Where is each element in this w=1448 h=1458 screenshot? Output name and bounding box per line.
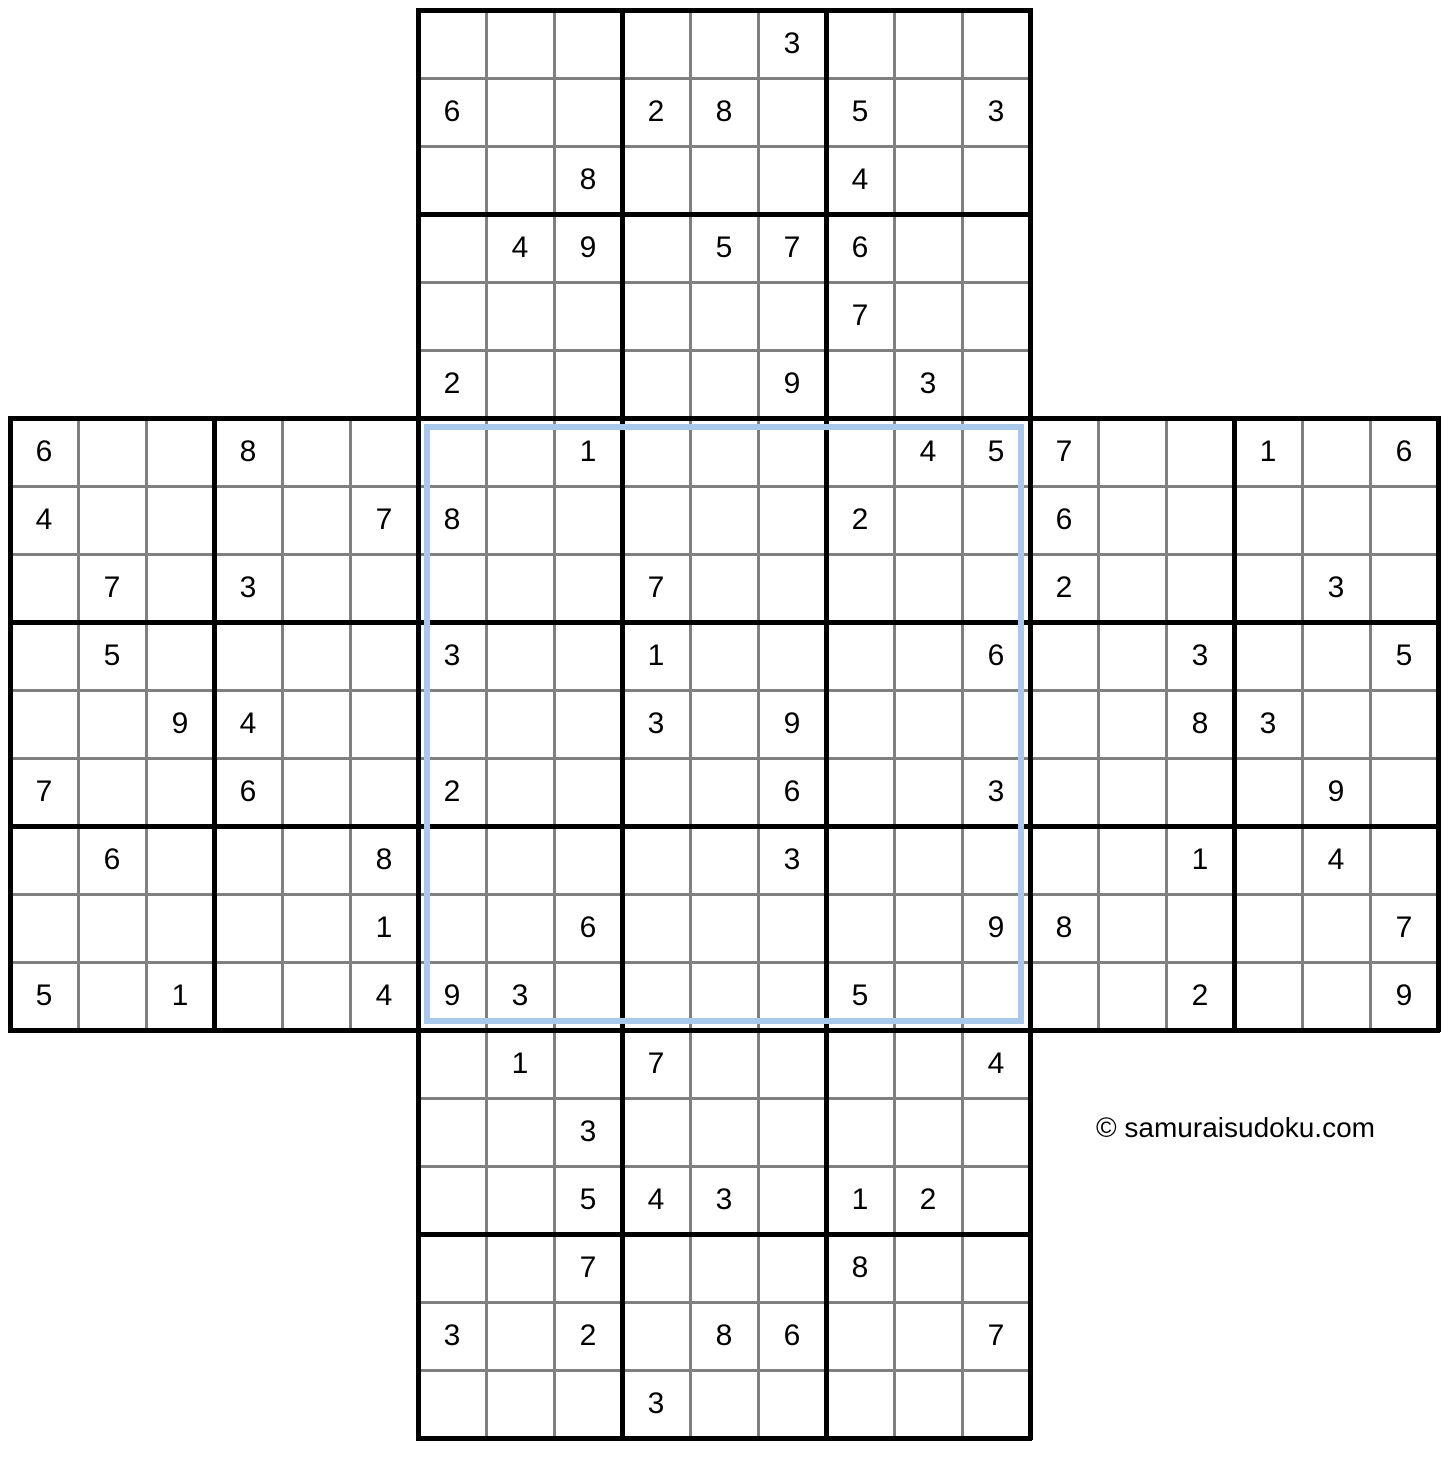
cell-r9c15[interactable] <box>1030 622 1098 690</box>
cell-r8c16[interactable] <box>1098 554 1166 622</box>
cell-r11c9[interactable] <box>622 758 690 826</box>
cell-r12c17[interactable]: 1 <box>1191 843 1209 876</box>
cell-r15c8[interactable] <box>554 1030 622 1098</box>
cell-r12c6[interactable] <box>418 826 486 894</box>
cell-r8c19[interactable]: 3 <box>1327 571 1345 604</box>
cell-r5c12[interactable] <box>826 350 894 418</box>
cell-r9c14[interactable]: 6 <box>987 639 1005 672</box>
cell-r1c9[interactable]: 2 <box>647 95 665 128</box>
cell-r3c14[interactable] <box>962 214 1030 282</box>
cell-r4c7[interactable] <box>486 282 554 350</box>
cell-r15c10[interactable] <box>690 1030 758 1098</box>
cell-r6c6[interactable] <box>418 418 486 486</box>
cell-r19c13[interactable] <box>894 1302 962 1370</box>
cell-r0c14[interactable] <box>962 10 1030 78</box>
cell-r8c15[interactable]: 2 <box>1055 571 1073 604</box>
cell-r8c5[interactable] <box>350 554 418 622</box>
cell-r11c14[interactable]: 3 <box>987 775 1005 808</box>
cell-r13c7[interactable] <box>486 894 554 962</box>
cell-r12c13[interactable] <box>894 826 962 894</box>
cell-r7c10[interactable] <box>690 486 758 554</box>
cell-r1c12[interactable]: 5 <box>851 95 869 128</box>
cell-r8c20[interactable] <box>1370 554 1438 622</box>
cell-r5c6[interactable]: 2 <box>443 367 461 400</box>
cell-r2c12[interactable]: 4 <box>851 163 869 196</box>
cell-r9c8[interactable] <box>554 622 622 690</box>
cell-r16c13[interactable] <box>894 1098 962 1166</box>
cell-r6c2[interactable] <box>146 418 214 486</box>
cell-r11c1[interactable] <box>78 758 146 826</box>
cell-r8c11[interactable] <box>758 554 826 622</box>
cell-r7c0[interactable]: 4 <box>35 503 53 536</box>
cell-r4c11[interactable] <box>758 282 826 350</box>
cell-r3c7[interactable]: 4 <box>511 231 529 264</box>
cell-r9c1[interactable]: 5 <box>103 639 121 672</box>
cell-r11c8[interactable] <box>554 758 622 826</box>
cell-r9c2[interactable] <box>146 622 214 690</box>
cell-r16c12[interactable] <box>826 1098 894 1166</box>
cell-r7c3[interactable] <box>214 486 282 554</box>
cell-r14c10[interactable] <box>690 962 758 1030</box>
cell-r6c11[interactable] <box>758 418 826 486</box>
cell-r1c13[interactable] <box>894 78 962 146</box>
cell-r17c9[interactable]: 4 <box>647 1183 665 1216</box>
cell-r10c17[interactable]: 8 <box>1191 707 1209 740</box>
cell-r14c17[interactable]: 2 <box>1191 979 1209 1012</box>
cell-r8c6[interactable] <box>418 554 486 622</box>
cell-r8c2[interactable] <box>146 554 214 622</box>
cell-r8c9[interactable]: 7 <box>647 571 665 604</box>
cell-r7c16[interactable] <box>1098 486 1166 554</box>
cell-r13c17[interactable] <box>1166 894 1234 962</box>
cell-r6c20[interactable]: 6 <box>1395 435 1413 468</box>
cell-r11c7[interactable] <box>486 758 554 826</box>
cell-r10c10[interactable] <box>690 690 758 758</box>
cell-r17c11[interactable] <box>758 1166 826 1234</box>
cell-r14c4[interactable] <box>282 962 350 1030</box>
cell-r19c6[interactable]: 3 <box>443 1319 461 1352</box>
cell-r3c9[interactable] <box>622 214 690 282</box>
cell-r12c20[interactable] <box>1370 826 1438 894</box>
cell-r14c12[interactable]: 5 <box>851 979 869 1012</box>
cell-r6c16[interactable] <box>1098 418 1166 486</box>
cell-r9c17[interactable]: 3 <box>1191 639 1209 672</box>
cell-r11c0[interactable]: 7 <box>35 775 53 808</box>
cell-r17c14[interactable] <box>962 1166 1030 1234</box>
cell-r15c14[interactable]: 4 <box>987 1047 1005 1080</box>
cell-r19c10[interactable]: 8 <box>715 1319 733 1352</box>
cell-r0c10[interactable] <box>690 10 758 78</box>
cell-r0c9[interactable] <box>622 10 690 78</box>
cell-r20c9[interactable]: 3 <box>647 1387 665 1420</box>
cell-r9c11[interactable] <box>758 622 826 690</box>
cell-r9c3[interactable] <box>214 622 282 690</box>
cell-r16c9[interactable] <box>622 1098 690 1166</box>
cell-r14c3[interactable] <box>214 962 282 1030</box>
cell-r13c13[interactable] <box>894 894 962 962</box>
cell-r20c6[interactable] <box>418 1370 486 1438</box>
cell-r19c7[interactable] <box>486 1302 554 1370</box>
cell-r10c1[interactable] <box>78 690 146 758</box>
cell-r14c6[interactable]: 9 <box>443 979 461 1012</box>
cell-r18c9[interactable] <box>622 1234 690 1302</box>
cell-r2c11[interactable] <box>758 146 826 214</box>
cell-r12c0[interactable] <box>10 826 78 894</box>
cell-r11c18[interactable] <box>1234 758 1302 826</box>
cell-r7c6[interactable]: 8 <box>443 503 461 536</box>
cell-r15c9[interactable]: 7 <box>647 1047 665 1080</box>
cell-r8c12[interactable] <box>826 554 894 622</box>
cell-r12c18[interactable] <box>1234 826 1302 894</box>
cell-r8c0[interactable] <box>10 554 78 622</box>
cell-r3c6[interactable] <box>418 214 486 282</box>
cell-r4c13[interactable] <box>894 282 962 350</box>
cell-r6c5[interactable] <box>350 418 418 486</box>
cell-r10c3[interactable]: 4 <box>239 707 257 740</box>
cell-r9c13[interactable] <box>894 622 962 690</box>
cell-r15c7[interactable]: 1 <box>511 1047 529 1080</box>
cell-r3c10[interactable]: 5 <box>715 231 733 264</box>
cell-r10c12[interactable] <box>826 690 894 758</box>
cell-r20c13[interactable] <box>894 1370 962 1438</box>
cell-r18c14[interactable] <box>962 1234 1030 1302</box>
cell-r18c11[interactable] <box>758 1234 826 1302</box>
cell-r8c4[interactable] <box>282 554 350 622</box>
cell-r13c8[interactable]: 6 <box>579 911 597 944</box>
cell-r14c19[interactable] <box>1302 962 1370 1030</box>
cell-r7c5[interactable]: 7 <box>375 503 393 536</box>
cell-r10c14[interactable] <box>962 690 1030 758</box>
cell-r11c20[interactable] <box>1370 758 1438 826</box>
cell-r6c3[interactable]: 8 <box>239 435 257 468</box>
cell-r11c16[interactable] <box>1098 758 1166 826</box>
cell-r11c3[interactable]: 6 <box>239 775 257 808</box>
cell-r11c10[interactable] <box>690 758 758 826</box>
cell-r0c6[interactable] <box>418 10 486 78</box>
cell-r10c15[interactable] <box>1030 690 1098 758</box>
cell-r14c1[interactable] <box>78 962 146 1030</box>
cell-r11c15[interactable] <box>1030 758 1098 826</box>
cell-r12c5[interactable]: 8 <box>375 843 393 876</box>
cell-r4c14[interactable] <box>962 282 1030 350</box>
cell-r17c10[interactable]: 3 <box>715 1183 733 1216</box>
cell-r1c11[interactable] <box>758 78 826 146</box>
cell-r17c6[interactable] <box>418 1166 486 1234</box>
cell-r10c18[interactable]: 3 <box>1259 707 1277 740</box>
cell-r6c8[interactable]: 1 <box>579 435 597 468</box>
cell-r7c1[interactable] <box>78 486 146 554</box>
cell-r1c10[interactable]: 8 <box>715 95 733 128</box>
cell-r5c10[interactable] <box>690 350 758 418</box>
cell-r14c11[interactable] <box>758 962 826 1030</box>
cell-r8c10[interactable] <box>690 554 758 622</box>
cell-r12c3[interactable] <box>214 826 282 894</box>
cell-r20c14[interactable] <box>962 1370 1030 1438</box>
cell-r10c5[interactable] <box>350 690 418 758</box>
cell-r6c15[interactable]: 7 <box>1055 435 1073 468</box>
cell-r15c6[interactable] <box>418 1030 486 1098</box>
cell-r11c17[interactable] <box>1166 758 1234 826</box>
cell-r9c18[interactable] <box>1234 622 1302 690</box>
cell-r10c4[interactable] <box>282 690 350 758</box>
cell-r13c12[interactable] <box>826 894 894 962</box>
cell-r1c7[interactable] <box>486 78 554 146</box>
cell-r4c12[interactable]: 7 <box>851 299 869 332</box>
cell-r13c6[interactable] <box>418 894 486 962</box>
cell-r19c11[interactable]: 6 <box>783 1319 801 1352</box>
cell-r7c12[interactable]: 2 <box>851 503 869 536</box>
cell-r10c9[interactable]: 3 <box>647 707 665 740</box>
cell-r0c8[interactable] <box>554 10 622 78</box>
cell-r4c6[interactable] <box>418 282 486 350</box>
cell-r20c8[interactable] <box>554 1370 622 1438</box>
cell-r12c10[interactable] <box>690 826 758 894</box>
cell-r7c13[interactable] <box>894 486 962 554</box>
cell-r12c9[interactable] <box>622 826 690 894</box>
cell-r6c12[interactable] <box>826 418 894 486</box>
cell-r20c10[interactable] <box>690 1370 758 1438</box>
cell-r5c7[interactable] <box>486 350 554 418</box>
cell-r4c8[interactable] <box>554 282 622 350</box>
cell-r2c6[interactable] <box>418 146 486 214</box>
cell-r14c14[interactable] <box>962 962 1030 1030</box>
cell-r2c8[interactable]: 8 <box>579 163 597 196</box>
cell-r12c1[interactable]: 6 <box>103 843 121 876</box>
cell-r18c6[interactable] <box>418 1234 486 1302</box>
cell-r4c10[interactable] <box>690 282 758 350</box>
cell-r8c17[interactable] <box>1166 554 1234 622</box>
cell-r13c2[interactable] <box>146 894 214 962</box>
cell-r13c3[interactable] <box>214 894 282 962</box>
cell-r1c8[interactable] <box>554 78 622 146</box>
cell-r11c5[interactable] <box>350 758 418 826</box>
cell-r5c11[interactable]: 9 <box>783 367 801 400</box>
cell-r10c0[interactable] <box>10 690 78 758</box>
cell-r9c16[interactable] <box>1098 622 1166 690</box>
copyright-text: © samuraisudoku.com <box>1096 1112 1375 1143</box>
cell-r8c1[interactable]: 7 <box>103 571 121 604</box>
cell-r7c19[interactable] <box>1302 486 1370 554</box>
cell-r7c17[interactable] <box>1166 486 1234 554</box>
cell-r5c14[interactable] <box>962 350 1030 418</box>
cell-r13c11[interactable] <box>758 894 826 962</box>
cell-r7c9[interactable] <box>622 486 690 554</box>
cell-r11c11[interactable]: 6 <box>783 775 801 808</box>
cell-r3c12[interactable]: 6 <box>851 231 869 264</box>
cell-r19c12[interactable] <box>826 1302 894 1370</box>
cell-r14c9[interactable] <box>622 962 690 1030</box>
cell-r16c10[interactable] <box>690 1098 758 1166</box>
cell-r11c6[interactable]: 2 <box>443 775 461 808</box>
cell-r14c2[interactable]: 1 <box>171 979 189 1012</box>
cell-r2c14[interactable] <box>962 146 1030 214</box>
cell-r16c8[interactable]: 3 <box>579 1115 597 1148</box>
cell-r16c6[interactable] <box>418 1098 486 1166</box>
cell-r3c8[interactable]: 9 <box>579 231 597 264</box>
cell-r12c16[interactable] <box>1098 826 1166 894</box>
cell-r7c8[interactable] <box>554 486 622 554</box>
cell-r0c7[interactable] <box>486 10 554 78</box>
cell-r3c13[interactable] <box>894 214 962 282</box>
cell-r10c6[interactable] <box>418 690 486 758</box>
cell-r10c2[interactable]: 9 <box>171 707 189 740</box>
cell-r12c12[interactable] <box>826 826 894 894</box>
cell-r6c19[interactable] <box>1302 418 1370 486</box>
cell-r7c18[interactable] <box>1234 486 1302 554</box>
cell-r15c11[interactable] <box>758 1030 826 1098</box>
cell-r13c5[interactable]: 1 <box>375 911 393 944</box>
cell-r9c6[interactable]: 3 <box>443 639 461 672</box>
cell-r13c10[interactable] <box>690 894 758 962</box>
cell-r7c7[interactable] <box>486 486 554 554</box>
cell-r13c9[interactable] <box>622 894 690 962</box>
cell-r10c19[interactable] <box>1302 690 1370 758</box>
cell-r17c13[interactable]: 2 <box>919 1183 937 1216</box>
cell-r11c2[interactable] <box>146 758 214 826</box>
cell-r11c12[interactable] <box>826 758 894 826</box>
cell-r17c12[interactable]: 1 <box>851 1183 869 1216</box>
cell-r2c10[interactable] <box>690 146 758 214</box>
cell-r12c2[interactable] <box>146 826 214 894</box>
cell-r7c20[interactable] <box>1370 486 1438 554</box>
cell-r16c11[interactable] <box>758 1098 826 1166</box>
cell-r1c6[interactable]: 6 <box>443 95 461 128</box>
cell-r8c3[interactable]: 3 <box>239 571 257 604</box>
cell-r9c4[interactable] <box>282 622 350 690</box>
cell-r18c10[interactable] <box>690 1234 758 1302</box>
cell-r9c10[interactable] <box>690 622 758 690</box>
cell-r9c20[interactable]: 5 <box>1395 639 1413 672</box>
cell-r6c10[interactable] <box>690 418 758 486</box>
cell-r12c14[interactable] <box>962 826 1030 894</box>
cell-r14c15[interactable] <box>1030 962 1098 1030</box>
cell-r11c4[interactable] <box>282 758 350 826</box>
cell-r11c13[interactable] <box>894 758 962 826</box>
cell-r12c15[interactable] <box>1030 826 1098 894</box>
cell-r4c9[interactable] <box>622 282 690 350</box>
cell-r13c4[interactable] <box>282 894 350 962</box>
cell-r14c5[interactable]: 4 <box>375 979 393 1012</box>
cell-r0c13[interactable] <box>894 10 962 78</box>
cell-r19c8[interactable]: 2 <box>579 1319 597 1352</box>
cell-r1c14[interactable]: 3 <box>987 95 1005 128</box>
cell-r6c4[interactable] <box>282 418 350 486</box>
cell-r8c14[interactable] <box>962 554 1030 622</box>
cell-r10c7[interactable] <box>486 690 554 758</box>
cell-r7c11[interactable] <box>758 486 826 554</box>
cell-r10c8[interactable] <box>554 690 622 758</box>
cell-r12c4[interactable] <box>282 826 350 894</box>
cell-r20c11[interactable] <box>758 1370 826 1438</box>
cell-r20c12[interactable] <box>826 1370 894 1438</box>
cell-r7c15[interactable]: 6 <box>1055 503 1073 536</box>
cell-r14c8[interactable] <box>554 962 622 1030</box>
cell-r16c7[interactable] <box>486 1098 554 1166</box>
cell-r13c20[interactable]: 7 <box>1395 911 1413 944</box>
cell-r12c11[interactable]: 3 <box>783 843 801 876</box>
cell-r5c13[interactable]: 3 <box>919 367 937 400</box>
cell-r9c19[interactable] <box>1302 622 1370 690</box>
cell-r14c0[interactable]: 5 <box>35 979 53 1012</box>
cell-r5c9[interactable] <box>622 350 690 418</box>
cell-r12c19[interactable]: 4 <box>1327 843 1345 876</box>
cell-r13c1[interactable] <box>78 894 146 962</box>
cell-r13c0[interactable] <box>10 894 78 962</box>
cell-r2c13[interactable] <box>894 146 962 214</box>
cell-r6c0[interactable]: 6 <box>35 435 53 468</box>
cell-r6c9[interactable] <box>622 418 690 486</box>
cell-r18c13[interactable] <box>894 1234 962 1302</box>
cell-r9c9[interactable]: 1 <box>647 639 665 672</box>
cell-r18c7[interactable] <box>486 1234 554 1302</box>
cell-r8c7[interactable] <box>486 554 554 622</box>
cell-r13c15[interactable]: 8 <box>1055 911 1073 944</box>
cell-r9c7[interactable] <box>486 622 554 690</box>
cell-r17c8[interactable]: 5 <box>579 1183 597 1216</box>
cell-r16c14[interactable] <box>962 1098 1030 1166</box>
cell-r17c7[interactable] <box>486 1166 554 1234</box>
cell-r9c12[interactable] <box>826 622 894 690</box>
cell-r14c7[interactable]: 3 <box>511 979 529 1012</box>
cell-r19c14[interactable]: 7 <box>987 1319 1005 1352</box>
cell-r0c12[interactable] <box>826 10 894 78</box>
cell-r14c20[interactable]: 9 <box>1395 979 1413 1012</box>
cell-r7c4[interactable] <box>282 486 350 554</box>
cell-r0c11[interactable]: 3 <box>783 27 801 60</box>
cell-r20c7[interactable] <box>486 1370 554 1438</box>
cell-r3c11[interactable]: 7 <box>783 231 801 264</box>
cell-r9c0[interactable] <box>10 622 78 690</box>
cell-r11c19[interactable]: 9 <box>1327 775 1345 808</box>
cell-r10c11[interactable]: 9 <box>783 707 801 740</box>
cell-r10c13[interactable] <box>894 690 962 758</box>
cell-r7c14[interactable] <box>962 486 1030 554</box>
cell-r14c18[interactable] <box>1234 962 1302 1030</box>
cell-r6c17[interactable] <box>1166 418 1234 486</box>
cell-r13c18[interactable] <box>1234 894 1302 962</box>
cell-r13c14[interactable]: 9 <box>987 911 1005 944</box>
cell-r10c20[interactable] <box>1370 690 1438 758</box>
cell-r6c1[interactable] <box>78 418 146 486</box>
cell-r6c7[interactable] <box>486 418 554 486</box>
cell-r10c16[interactable] <box>1098 690 1166 758</box>
cell-r8c18[interactable] <box>1234 554 1302 622</box>
cell-r12c7[interactable] <box>486 826 554 894</box>
cell-r7c2[interactable] <box>146 486 214 554</box>
cell-r15c12[interactable] <box>826 1030 894 1098</box>
cell-r9c5[interactable] <box>350 622 418 690</box>
cell-r8c13[interactable] <box>894 554 962 622</box>
cell-r6c14[interactable]: 5 <box>987 435 1005 468</box>
cell-r14c13[interactable] <box>894 962 962 1030</box>
cell-r6c18[interactable]: 1 <box>1259 435 1277 468</box>
cell-r13c19[interactable] <box>1302 894 1370 962</box>
cell-r15c13[interactable] <box>894 1030 962 1098</box>
cell-r2c9[interactable] <box>622 146 690 214</box>
cell-r5c8[interactable] <box>554 350 622 418</box>
cell-r18c12[interactable]: 8 <box>851 1251 869 1284</box>
cell-r2c7[interactable] <box>486 146 554 214</box>
cell-r19c9[interactable] <box>622 1302 690 1370</box>
cell-r6c13[interactable]: 4 <box>919 435 937 468</box>
cell-r18c8[interactable]: 7 <box>579 1251 597 1284</box>
cell-r14c16[interactable] <box>1098 962 1166 1030</box>
cell-r12c8[interactable] <box>554 826 622 894</box>
cell-r8c8[interactable] <box>554 554 622 622</box>
cell-r13c16[interactable] <box>1098 894 1166 962</box>
